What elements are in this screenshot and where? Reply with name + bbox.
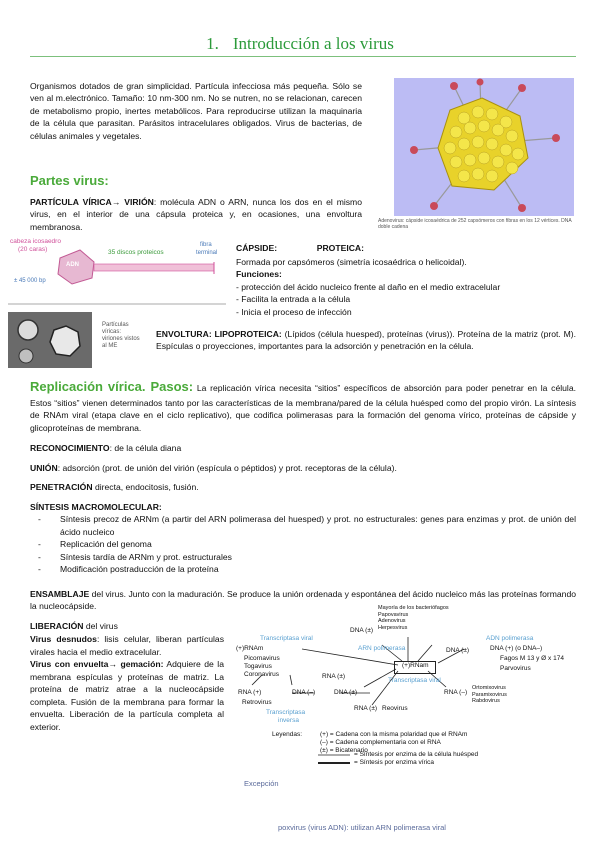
top-list-item: Papovavirus [378,611,409,618]
micro-line-4: al ME [102,342,118,349]
retro-label: Retrovirus [242,699,272,706]
dna-top: DNA (±) [350,627,374,634]
fiber-label-2: terminal [196,250,218,256]
fiber-label-1: fibra [200,242,212,248]
envuelta-paragraph [30,658,224,733]
envoltura-label: ENVOLTURA: LIPOPROTEICA: [156,329,282,339]
rnam-left: (+)RNAm [236,645,264,652]
sintesis-block [30,501,576,576]
right-list-item: Ortomixovirus [472,685,506,691]
reconocimiento-label: RECONOCIMIENTO [30,443,110,453]
micro-line-3: viriones vistos [102,335,140,342]
dna-right: DNA (±) [446,647,470,654]
penetracion-line [30,481,576,493]
excepcion-text: poxvirus (virus ADN): utilizan ARN polimerasa viral [278,823,446,832]
rna-pm2-label: RNA (±) [354,705,378,712]
left-list [244,655,280,678]
adenovirus-caption: Adenovirus: cápside icosaédrica de 252 capsómeros con fibras en los 12 vértices. DNA doble cadena [378,218,572,230]
left-list-item: Picornavirus [244,655,280,662]
leyenda-item: (+) = Cadena con la misma polaridad que el RNAm [320,731,468,738]
liberacion-label: LIBERACIÓN [30,621,84,631]
adn-pol-label: ADN polimerasa [486,635,534,642]
particula-label: PARTÍCULA VÍRICA [30,197,112,207]
envoltura-text: (Lípidos (célula huesped), proteínas (virus)). Proteína de la matriz (prot. M). Espículas o proyecciones, importantes para la adsorción y penetración en la célula. [156,329,577,352]
top-list-item: Mayoría de los bacteriófagos [378,605,449,611]
rnam-center: (+)RNam [402,662,429,669]
sintesis-item: - Modificación postraducción de la proteína [30,563,576,575]
micrograph-image [8,312,92,368]
faces-label: (20 caras) [18,246,48,253]
dna-pm-label: DNA (+) (o DNA–) [490,645,543,652]
capside-block [236,256,576,318]
envuelta-label: Virus con envuelta [30,659,109,670]
rna-minus-label: RNA (–) [444,689,468,696]
dna-pm-center: DNA (±) [334,689,358,696]
left-list-item: Togavirus [244,662,272,670]
liberacion-text: del virus [83,621,118,631]
replication-diagram [232,605,580,801]
funciones-list [236,281,576,318]
ensamblaje-label: ENSAMBLAJE [30,589,90,599]
desnudos-text: : lisis celular, liberan partículas virales hacia el medio extracelular. [30,634,225,657]
virion-label: VIRIÓN [124,197,154,207]
page-title [0,32,600,57]
gemacion-label: gemación: [117,659,164,670]
funcion-item: - Inicia el proceso de infección [236,306,576,318]
replicacion-paragraph [30,378,576,434]
union-line [30,462,576,474]
sintesis-item: - Replicación del genoma [30,538,576,550]
funcion-item: - Facilita la entrada a la célula [236,293,576,305]
leyenda-item: = Síntesis por enzima de la célula huésped [354,751,479,758]
adn-label: ADN [66,262,79,268]
envuelta-text: Adquiere de la membrana espículas y proteínas de matriz. La proteína de matriz atrae a la nucleocápside completa. Fusión de la membrana para formar la envuelta. Liberación de la partícula completa al exterior. [30,659,224,732]
bp-label: ± 45 000 bp [14,278,46,284]
right-list-item: Rabdovirus [472,698,500,705]
title-rule [30,56,576,57]
penetracion-label: PENETRACIÓN [30,482,93,492]
leyenda-item: (–) = Cadena complementaria con el RNA [320,738,441,746]
excepcion-label: Excepción [244,779,279,788]
top-list-item: Adenovirus [378,618,406,625]
left-list-item: Coronavirus [244,670,280,678]
sintesis-label: SÍNTESIS MACROMOLECULAR: [30,502,162,512]
phage-diagram [4,238,230,310]
dna-minus-label: DNA (–) [292,689,316,696]
reconocimiento-text: : de la célula diana [109,443,182,453]
funciones-label: Funciones: [236,269,282,280]
title-number: 1. [206,34,219,53]
leyenda-item: (±) = Bicatenario [320,746,368,754]
fagos-label: Fagos M 13 y Ø x 174 [500,655,564,662]
arrow-icon: → [108,659,117,670]
adenovirus-illustration [394,78,574,216]
sintesis-list [30,513,576,575]
leyenda-item: = Síntesis por enzima vírica [354,759,435,766]
right-list-item: Paramixovirus [472,691,507,698]
discs-label: 35 discos proteicos [108,249,164,256]
particula-text: : molécula ADN o ARN, nunca los dos en el mismo virus, en el interior de una cápsula proteica y, en ocasiones, una envoltura membranosa. [30,197,362,232]
transcriptasa-inversa-1: Transcriptasa [266,709,306,716]
capside-label: CÁPSIDE: [236,243,278,253]
capside-heading [236,242,364,254]
penetracion-text: directa, endocitosis, fusión. [92,482,199,492]
arrow-icon: → [111,197,121,207]
replicacion-intro: La replicación vírica necesita “sitios” específicos de absorción para poder penetrar en la célula. Estos “sitios” vienen determinados tanto por las características de la membrana/pared de la célula huésped como del propio virón. La síntesis de RNAm viral (etapa clave en el ciclo replicativo), que codifica polimerasas para la formación del genoma vírico, proteínas de cápside y glicoproteínas de membrana. [30,383,577,433]
arn-pol-label: ARN polimerasa [358,645,406,652]
ensamblaje-text: del virus. Junto con la maduración. Se produce la unión ordenada y espontánea del ácido nucleico más las proteínas formando la nucleocápside. [30,589,576,612]
union-text: : adsorción (prot. de unión del virión (espícula o péptidos) y prot. receptoras de la célula). [57,463,397,473]
micrograph-illustration [8,312,92,368]
rna-plus-label: RNA (+) [238,689,262,696]
adenovirus-image [394,78,574,216]
intro-paragraph: Organismos dotados de gran simplicidad. Partícula infecciosa más pequeña. Sólo se ven al m.electrónico. Tamaño: 10 nm-300 nm. No se nutren, no se relacionan, carecen de metabolismo propio, inertes metabólicos. Para reproducirse utilizan la maquinaria de la célula que parasitan. Parásitos intracelulares obligados. Virus de bacterias, de células animales y vegetales. [30,81,362,141]
sintesis-item: - Síntesis precoz de ARNm (a partir del ARN polimerasa del huesped) y prot. no estructurales: genes para enzimas y prot. de unión del ácido nucleico [30,513,576,538]
reo-label: Reovirus [382,705,408,712]
particula-paragraph [30,196,362,233]
head-label: cabeza icosaedro [10,238,61,245]
liberacion-line [30,620,224,632]
transcriptasa-viral2-label: Transcriptasa viral [388,677,441,684]
micro-line-2: víricas: [102,328,122,335]
parvo-label: Parvovirus [500,665,531,672]
partes-heading: Partes virus: [30,173,109,188]
proteica-label: PROTEICA: [316,243,364,253]
transcriptasa-label: Transcriptasa viral [260,635,313,642]
rna-pm-label: RNA (±) [322,673,346,680]
sintesis-item: - Síntesis tardía de ARNm y prot. estructurales [30,551,576,563]
replicacion-heading: Replicación vírica. Pasos: [30,379,194,394]
top-list-item: Herpesvirus [378,624,408,631]
funcion-item: - protección del ácido nucleico frente al daño en el medio extracelular [236,281,576,293]
micrograph-caption [102,322,140,350]
transcriptasa-inversa-2: inversa [278,717,299,724]
capside-text: Formada por capsómeros (simetría icosaédrica o helicoidal). [236,257,467,267]
title-text: Introducción a los virus [232,34,394,53]
top-list [378,605,449,631]
liberacion-block [30,620,224,733]
reconocimiento-line [30,442,576,454]
micro-line-1: Partículas [102,322,129,328]
envoltura-paragraph [156,328,576,353]
desnudos-paragraph [30,633,224,658]
desnudos-label: Virus desnudos [30,634,97,645]
right-list [472,685,507,705]
union-label: UNIÓN [30,463,58,473]
leyendas-label: Leyendas: [272,731,302,738]
